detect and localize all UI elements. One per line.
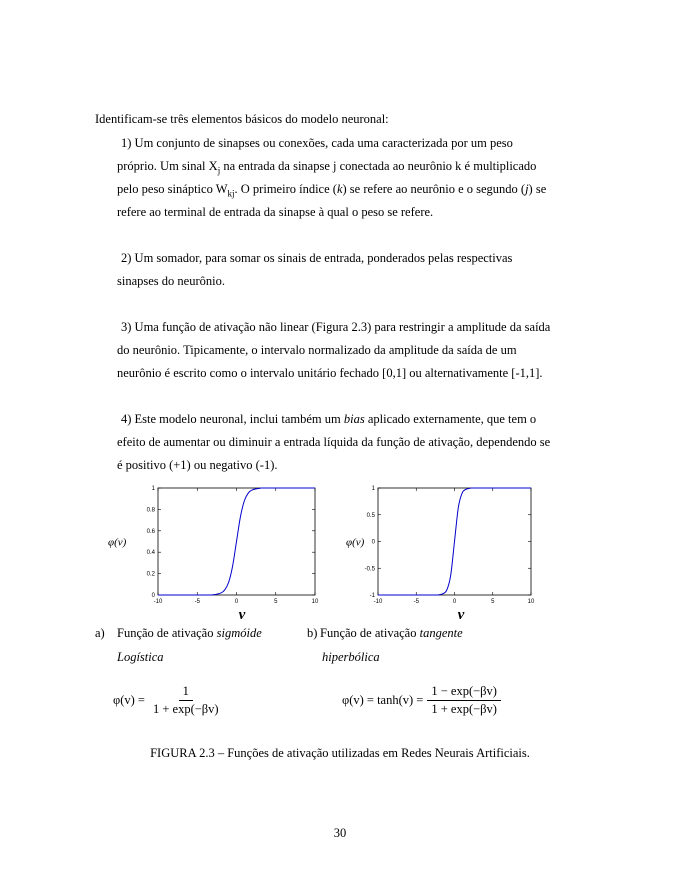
- caption-a-line1: Função de ativação sigmóide: [117, 626, 262, 640]
- x-axis-label: v: [457, 607, 465, 623]
- y-tick-label: 1: [371, 486, 375, 492]
- sigmoid-chart: [108, 486, 319, 623]
- sigmoid-formula-lhs: φ(v) =: [113, 693, 145, 707]
- tanh-chart: [346, 486, 535, 623]
- tanh-formula: [342, 684, 501, 717]
- sigmoid-formula-numerator: 1: [179, 684, 193, 701]
- page-number: 30: [333, 826, 347, 840]
- caption-a-line2: Logística: [117, 650, 164, 664]
- y-tick-label: 0.4: [146, 550, 155, 557]
- y-tick-label: 1: [151, 486, 155, 492]
- intro-text: Identificam-se três elementos básicos do modelo neuronal:: [95, 112, 389, 126]
- tanh-formula-denominator: 1 + exp(−βv): [431, 702, 497, 716]
- x-tick-label: -5: [194, 599, 200, 605]
- series-line: [378, 488, 531, 595]
- item4-line2: efeito de aumentar ou diminuir a entrada líquida da função de ativação, dependendo se: [117, 435, 551, 449]
- y-tick-label: 0: [151, 593, 155, 599]
- x-tick-label: 0: [452, 599, 457, 605]
- item3-line2: do neurônio. Tipicamente, o intervalo normalizado da amplitude da saída de um: [117, 343, 517, 357]
- x-tick-label: 5: [491, 599, 495, 605]
- sigmoid-formula-fraction: [149, 684, 223, 717]
- y-tick-label: 0.2: [146, 571, 155, 578]
- x-tick-label: 5: [274, 599, 278, 605]
- x-tick-label: -10: [153, 599, 163, 605]
- sigmoid-formula-denominator: 1 + exp(−βv): [152, 702, 219, 716]
- caption-b-line1: Função de ativação tangente: [320, 626, 463, 640]
- item2-line2: sinapses do neurônio.: [117, 274, 225, 288]
- y-axis-label: φ(v): [108, 536, 127, 549]
- item4-line1: 4) Este modelo neuronal, inclui também um bias aplicado externamente, que tem o: [121, 412, 537, 426]
- y-tick-label: 0.8: [146, 507, 155, 514]
- tanh-formula-numerator: 1 − exp(−βv): [427, 684, 501, 701]
- y-tick-label: -1: [369, 593, 375, 599]
- item2-line1: 2) Um somador, para somar os sinais de entrada, ponderados pelas respectivas: [121, 251, 513, 265]
- item1-line3: pelo peso sináptico $W_{kj}$. O primeiro índice (k) se refere ao neurônio e o segundo (j) se: [117, 182, 547, 199]
- item3-line3: neurônio é escrito como o intervalo unitário fechado [0,1] ou alternativamente [-1,1].: [117, 366, 543, 380]
- series-line: [158, 488, 315, 595]
- item4-line3: é positivo (+1) ou negativo (-1).: [117, 458, 278, 472]
- caption-a-label: a): [95, 626, 105, 640]
- x-tick-label: -10: [373, 599, 383, 605]
- item1-line4: refere ao terminal de entrada da sinapse à qual o peso se refere.: [117, 205, 434, 219]
- x-tick-label: 0: [234, 599, 239, 605]
- y-tick-label: -0.5: [364, 566, 375, 573]
- item1-line1: 1) Um conjunto de sinapses ou conexões, cada uma caracterizada por um peso: [121, 136, 513, 150]
- y-axis-label: φ(v): [346, 536, 365, 549]
- x-tick-label: 10: [527, 599, 535, 605]
- x-axis-label: v: [238, 607, 246, 623]
- x-tick-label: -5: [413, 599, 419, 605]
- sigmoid-formula: [113, 684, 223, 717]
- item1-line2: próprio. Um sinal $X_j$ na entrada da sinapse j conectada ao neurônio k é multiplicado: [117, 159, 537, 176]
- caption-b-line2: hiperbólica: [322, 650, 380, 664]
- x-tick-label: 10: [311, 599, 319, 605]
- y-tick-label: 0.6: [146, 528, 155, 535]
- y-tick-label: 0.5: [366, 512, 375, 519]
- y-tick-label: 0: [371, 539, 375, 546]
- figure-caption: FIGURA 2.3 – Funções de ativação utilizadas em Redes Neurais Artificiais.: [150, 746, 530, 760]
- tanh-formula-lhs: φ(v) = tanh(v) =: [342, 693, 424, 707]
- tanh-formula-fraction: [427, 684, 501, 717]
- item3-line1: 3) Uma função de ativação não linear (Figura 2.3) para restringir a amplitude da saída: [121, 320, 551, 334]
- caption-b-label: b): [307, 626, 318, 640]
